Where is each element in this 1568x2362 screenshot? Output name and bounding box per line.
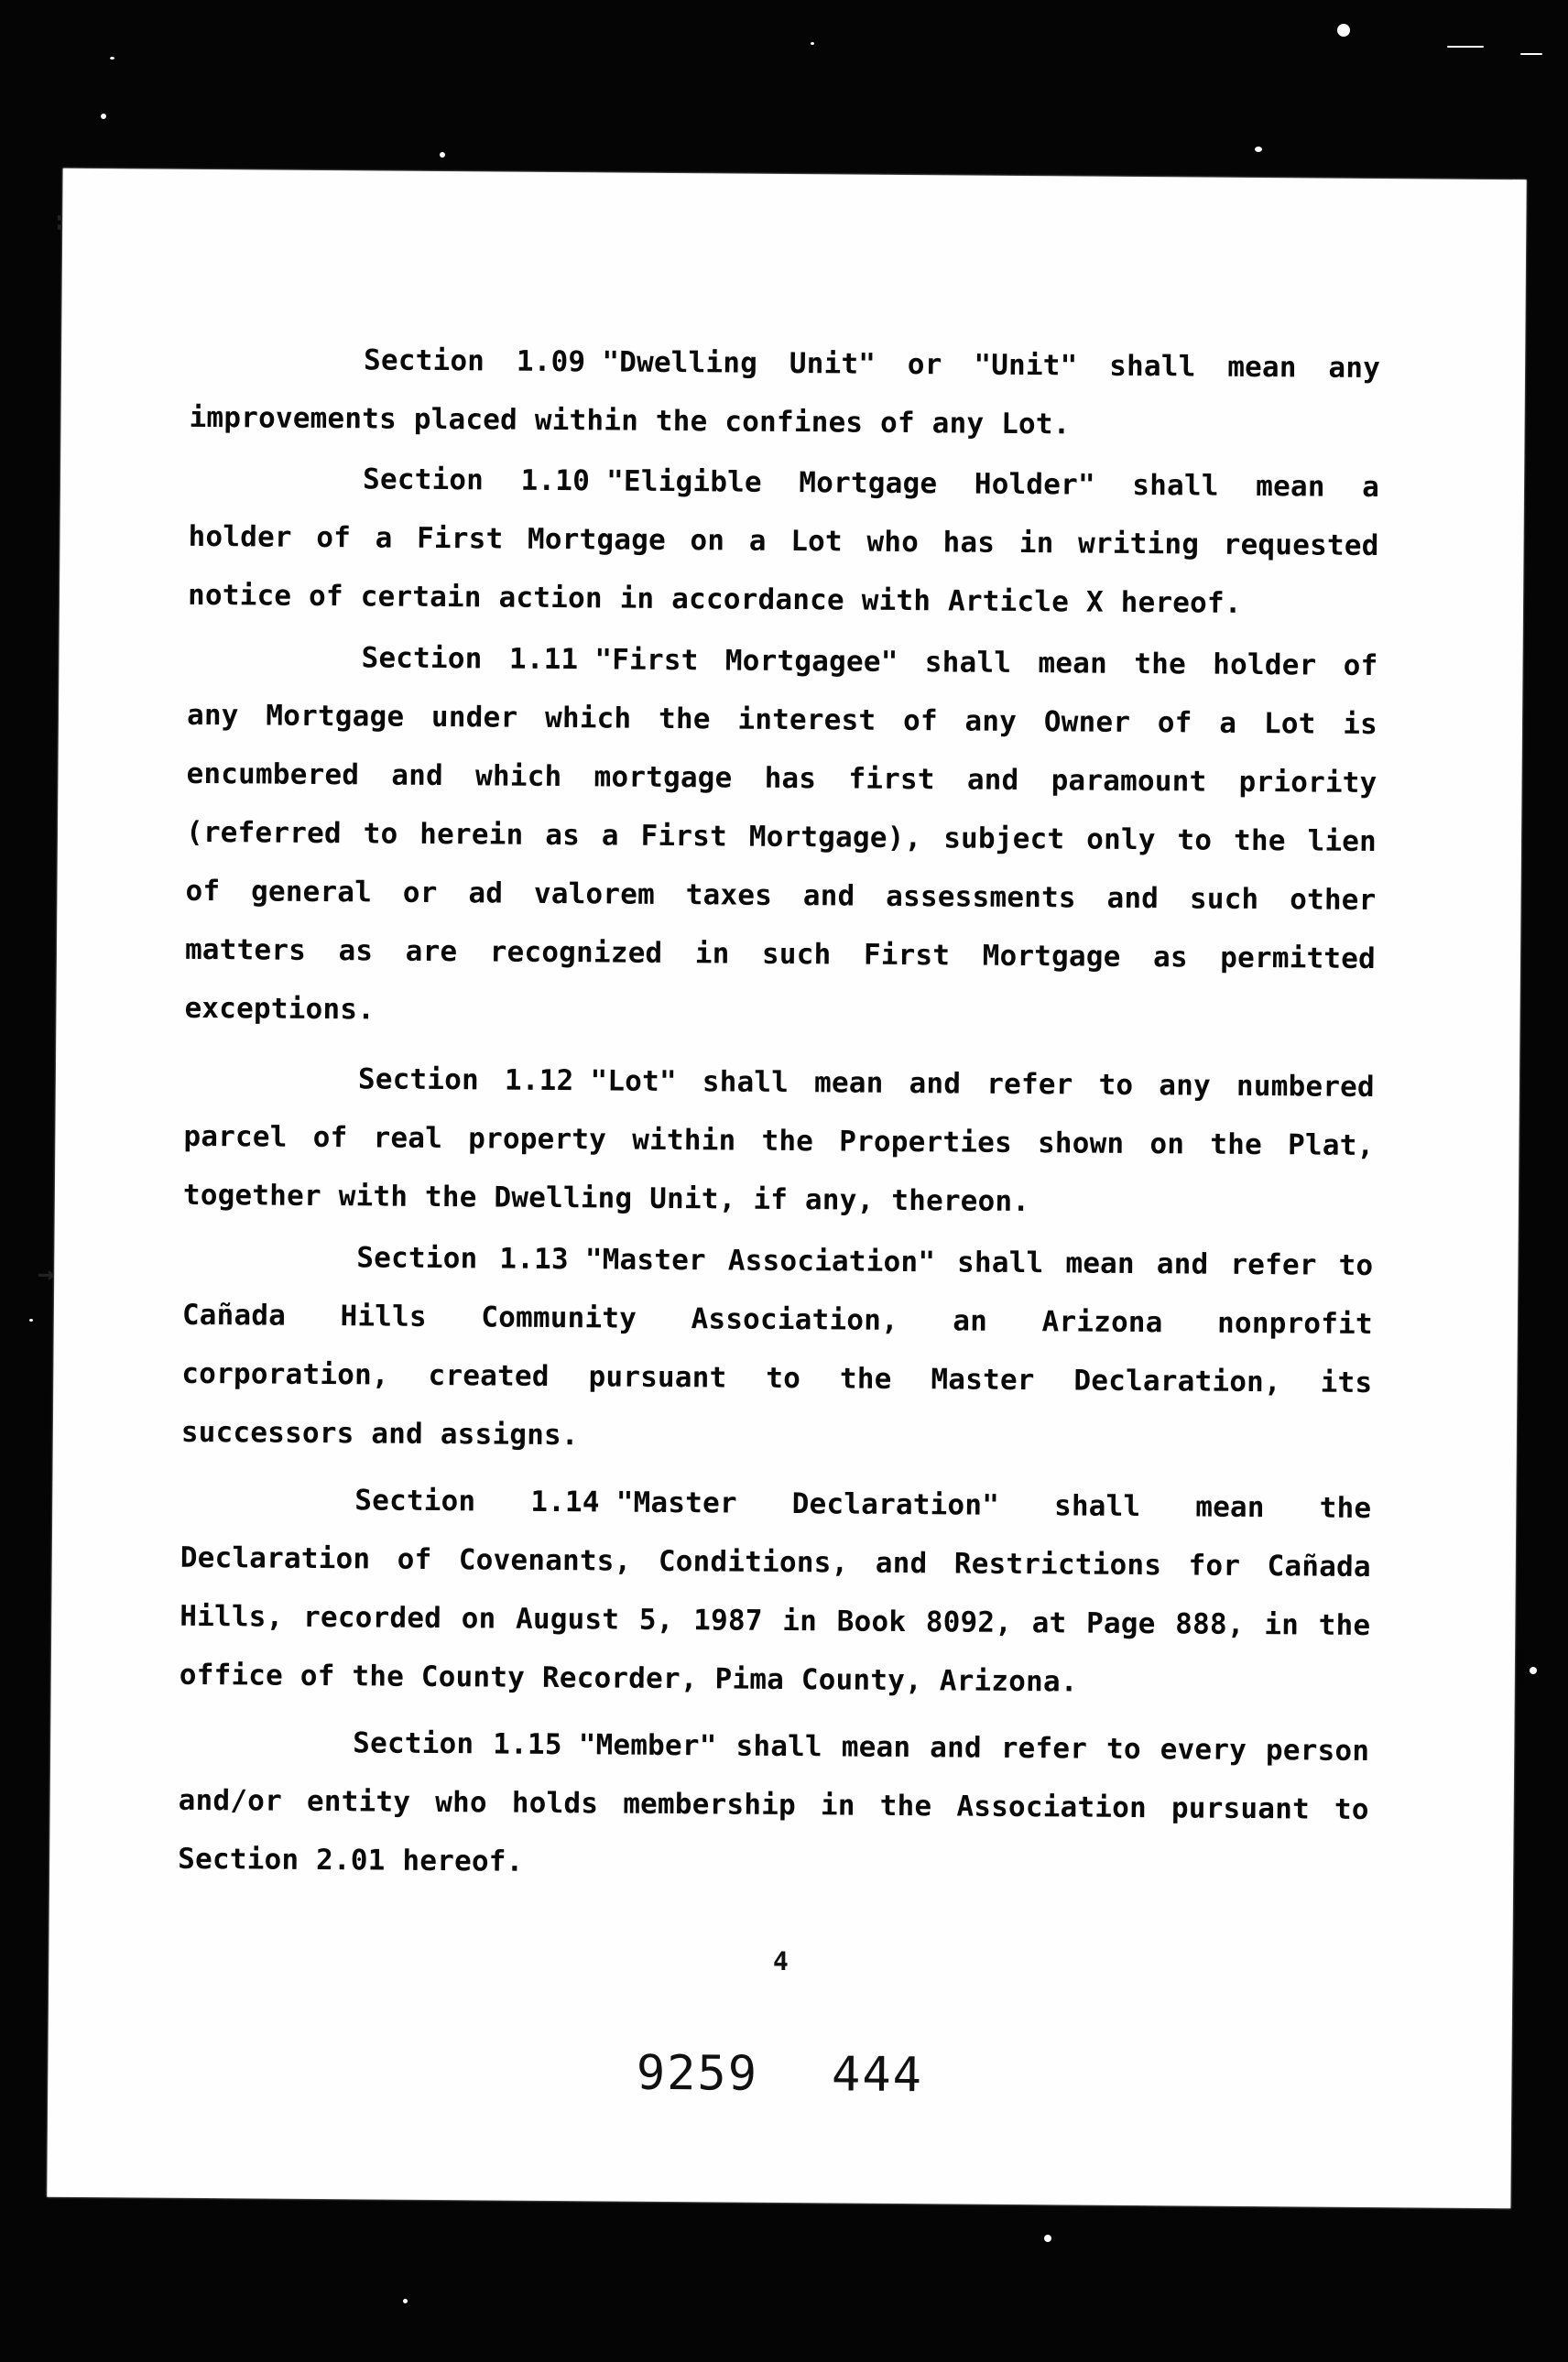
margin-mark: → bbox=[38, 1257, 55, 1290]
scan-speck bbox=[811, 42, 814, 45]
section-1-12 bbox=[183, 1049, 1375, 1234]
section-heading: Section 1.14 bbox=[354, 1484, 600, 1519]
section-text: "Lot" shall mean and refer to any numbered parcel of real property within the Properties shown on the Plat, together with the Dwelling Unit, if any, thereon. bbox=[182, 1064, 1376, 1219]
stamp-right-number: 444 bbox=[831, 2047, 924, 2104]
scan-speck bbox=[1255, 147, 1262, 152]
scan-speck bbox=[440, 152, 445, 158]
scan-speck bbox=[403, 2299, 408, 2303]
document-page bbox=[38, 169, 1526, 2208]
section-text: "Master Association" shall mean and refer to Cañada Hills Community Association, an Arizona nonprofit corporation, created pursuant to the Master Declaration, its successors and assigns. bbox=[180, 1243, 1374, 1453]
scan-speck bbox=[1044, 2235, 1051, 2242]
section-text: "First Mortgagee" shall mean the holder of any Mortgage under which the interest of any Owner of a Lot is encumbered and which mortgage has first and paramount priority (referred to herein as a First Mortgage), subject only to the lien of general or ad valorem taxes and assessments and such other matters as are recognized in such First Mortgage as permitted exceptions. bbox=[184, 643, 1378, 1027]
scan-speck bbox=[110, 57, 114, 60]
scan-speck bbox=[1530, 1667, 1537, 1674]
section-1-11 bbox=[184, 627, 1377, 1047]
section-1-14 bbox=[180, 1470, 1372, 1714]
section-1-10 bbox=[188, 449, 1379, 634]
section-text: "Eligible Mortgage Holder" shall mean a holder of a First Mortgage on a Lot who has in writing requested notice of certain action in accordance with Article X hereof. bbox=[187, 464, 1380, 620]
scan-speck bbox=[29, 1319, 33, 1322]
section-heading: Section 1.15 bbox=[353, 1726, 562, 1762]
stamp-left-number: 9259 bbox=[636, 2045, 759, 2102]
section-heading: Section 1.09 bbox=[363, 343, 586, 379]
section-heading: Section 1.10 bbox=[362, 463, 591, 498]
scan-speck bbox=[1520, 53, 1542, 55]
scan-speck bbox=[1447, 46, 1484, 48]
document-stamp bbox=[48, 2041, 1511, 2108]
section-1-15 bbox=[178, 1713, 1369, 1898]
section-1-13 bbox=[181, 1227, 1374, 1471]
section-text: "Master Declaration" shall mean the Declaration of Covenants, Conditions, and Restrictions for Cañada Hills, recorded on August 5, 1987 in Book 8092, at Page 888, in the office of the County Recorder, Pima County, Arizona. bbox=[179, 1486, 1372, 1699]
scan-speck bbox=[1337, 24, 1350, 37]
section-heading: Section 1.13 bbox=[356, 1241, 569, 1277]
section-text: "Dwelling Unit" or "Unit" shall mean any improvements placed within the confines of any Lot. bbox=[189, 345, 1381, 441]
margin-mark: : bbox=[51, 204, 69, 237]
section-text: "Member" shall mean and refer to every person and/or entity who holds membership in the Association pursuant to Section 2.01 hereof. bbox=[178, 1728, 1370, 1878]
page-number: 4 bbox=[772, 1945, 789, 1977]
scan-speck bbox=[101, 114, 106, 119]
section-heading: Section 1.11 bbox=[361, 641, 579, 677]
section-1-09 bbox=[189, 330, 1380, 456]
section-heading: Section 1.12 bbox=[357, 1062, 574, 1098]
